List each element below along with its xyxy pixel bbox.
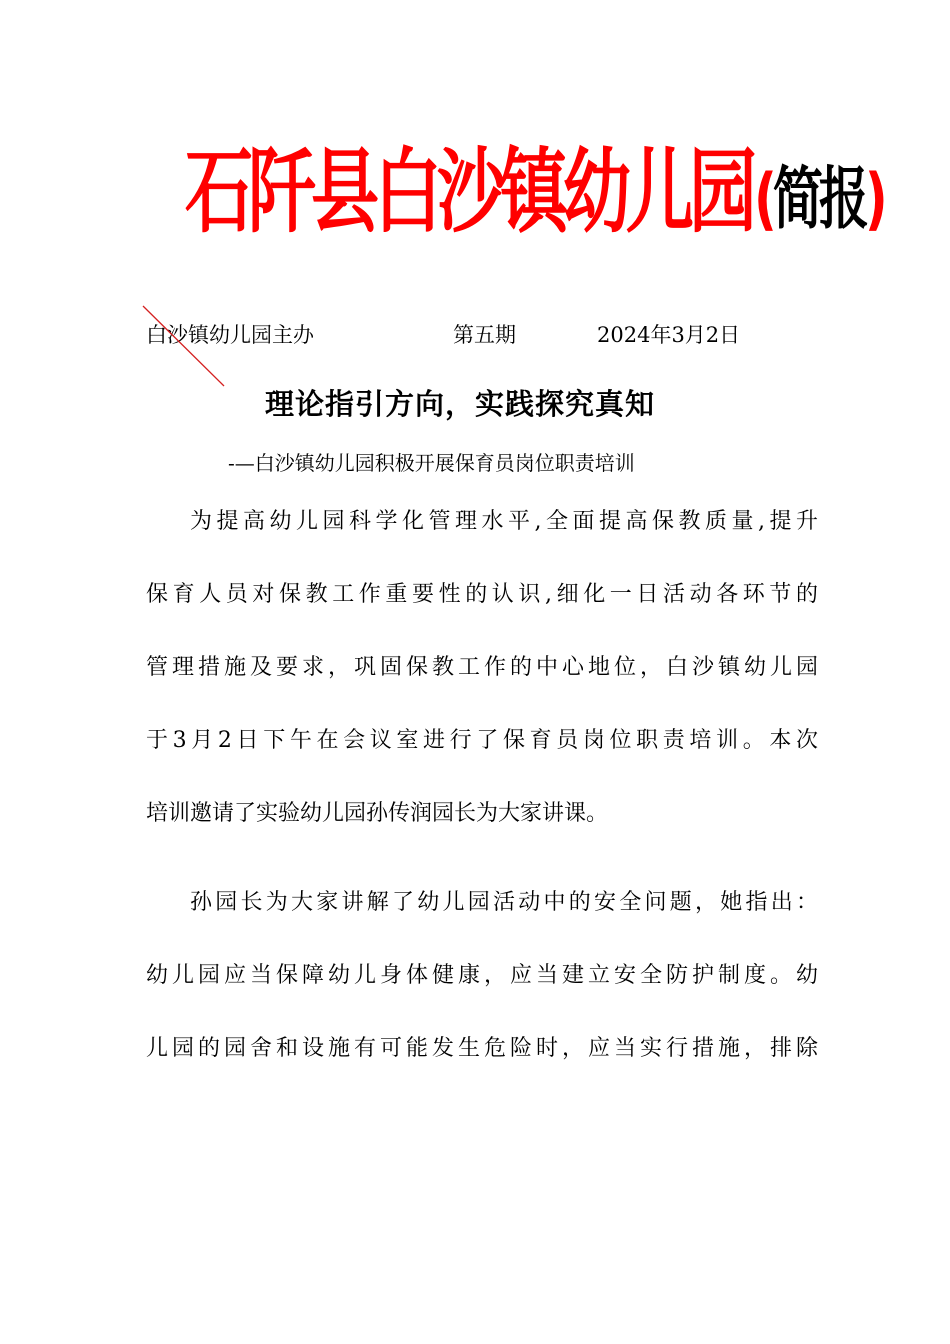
masthead-title-main: 石阡县白沙镇幼儿园 (185, 140, 753, 247)
paragraph-line: 为提高幼儿园科学化管理水平,全面提高保教质量,提升 (190, 509, 818, 534)
masthead-sub-label: 简报 (772, 159, 865, 239)
paragraph-2 (146, 866, 818, 1085)
paragraph-line: 儿园的园舍和设施有可能发生危险时，应当实行措施，排除 (146, 1036, 818, 1061)
paragraph-line: 幼儿园应当保障幼儿身体健康，应当建立安全防护制度。幼 (146, 963, 818, 988)
paragraph-line: 培训邀请了实验幼儿园孙传润园长为大家讲课。 (146, 801, 609, 826)
masthead-close-paren: ) (864, 159, 884, 239)
publication-meta (146, 318, 806, 352)
red-strike-mark (140, 302, 240, 392)
paragraph-line: 保育人员对保教工作重要性的认识,细化一日活动各环节的 (146, 582, 818, 607)
masthead-title (185, 140, 884, 250)
masthead-title-sub (754, 145, 884, 253)
meta-organizer: 白沙镇幼儿园主办 (146, 323, 314, 347)
masthead-open-paren: ( (754, 159, 773, 239)
article-subheadline: -—白沙镇幼儿园积极开展保育员岗位职责培训 (228, 451, 635, 475)
paragraph-line: 管理措施及要求，巩固保教工作的中心地位，白沙镇幼儿园 (146, 655, 818, 680)
paragraph-1 (146, 485, 818, 850)
article-headline: 理论指引方向，实践探究真知 (264, 387, 655, 421)
paragraph-line: 孙园长为大家讲解了幼儿园活动中的安全问题，她指出： (190, 890, 818, 915)
meta-issue: 第五期 (453, 323, 516, 347)
meta-date: 2024年3月2日 (597, 323, 741, 347)
paragraph-line: 于3月2日下午在会议室进行了保育员岗位职责培训。本次 (146, 728, 818, 753)
